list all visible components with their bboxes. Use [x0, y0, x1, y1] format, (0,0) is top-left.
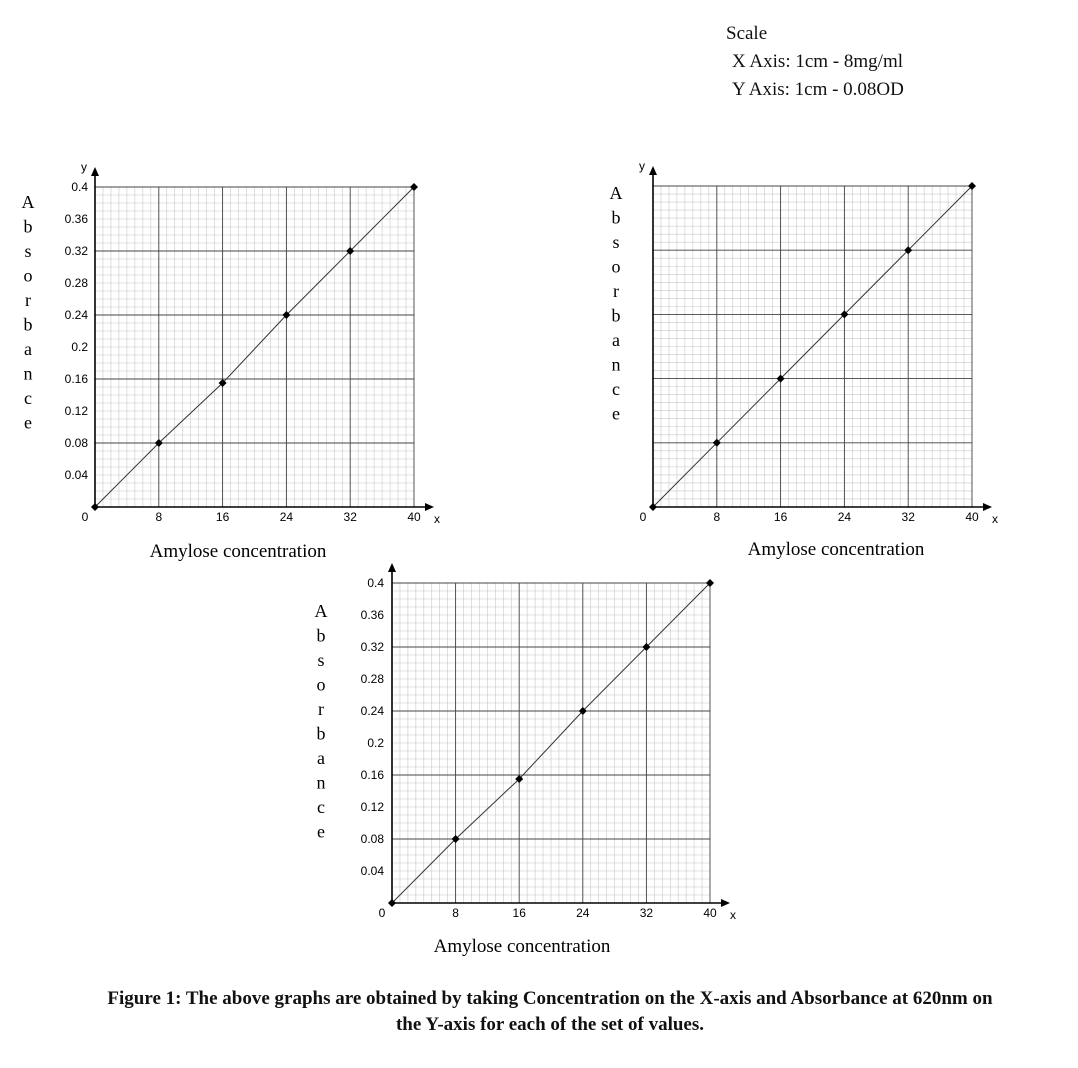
- y-axis-title-letter: r: [25, 290, 31, 310]
- y-axis-title-letter: b: [611, 207, 621, 228]
- y-axis-title-letter: b: [316, 723, 326, 744]
- y-axis-title-letter: a: [612, 330, 620, 350]
- y-axis-title-letter: A: [21, 192, 35, 212]
- x-tick-label: 24: [576, 906, 590, 920]
- x-tick-label: 40: [703, 906, 717, 920]
- caption-line-1: Figure 1: The above graphs are obtained by taking Concentration on the X-axis and Absorbance at 620nm on: [107, 988, 993, 1009]
- x-tick-label: 32: [901, 510, 915, 524]
- y-tick-label: 0.04: [360, 864, 384, 878]
- y-axis-title-letter: e: [24, 412, 32, 433]
- x-tick-label: 24: [837, 510, 852, 524]
- y-axis-title-letter: b: [23, 216, 33, 237]
- y-axis-title-letter: s: [24, 241, 32, 261]
- y-tick-label: 0.16: [360, 768, 384, 782]
- y-axis-title-letter: a: [317, 748, 325, 768]
- origin-label: 0: [378, 906, 386, 920]
- y-tick-label: 0.28: [360, 672, 384, 686]
- y-axis-title-letter: c: [24, 388, 32, 408]
- x-axis-letter: x: [434, 512, 440, 526]
- x-tick-label: 16: [512, 906, 526, 920]
- y-axis-title: [610, 183, 623, 424]
- y-tick-label: 0.4: [71, 180, 88, 194]
- x-tick-label: 24: [279, 510, 294, 524]
- y-axis-title-letter: c: [317, 797, 325, 817]
- y-tick-label: 0.08: [64, 436, 88, 450]
- y-axis-title-letter: n: [611, 354, 621, 375]
- y-tick-label: 0.36: [360, 608, 384, 622]
- x-axis-arrow-icon: [983, 503, 992, 511]
- chart-3: [315, 563, 737, 957]
- x-tick-label: 32: [639, 906, 654, 920]
- y-tick-label: 0.36: [64, 212, 88, 226]
- scale-title: Scale: [726, 23, 768, 44]
- y-tick-label: 0.24: [64, 308, 88, 322]
- y-tick-label: 0.08: [360, 832, 384, 846]
- y-axis-title-letter: s: [317, 650, 325, 670]
- y-axis-title-letter: c: [612, 379, 620, 399]
- scale-x-axis: X Axis: 1cm - 8mg/ml: [732, 51, 903, 72]
- y-tick-label: 0.24: [360, 704, 384, 718]
- chart-1: [22, 160, 441, 562]
- origin-label: 0: [639, 510, 647, 524]
- x-tick-label: 8: [452, 906, 459, 920]
- y-axis-title-letter: A: [314, 601, 328, 621]
- y-axis-title: [315, 601, 328, 842]
- x-axis-title: Amylose concentration: [149, 541, 327, 562]
- y-axis-title-letter: a: [24, 339, 32, 359]
- y-tick-label: 0.4: [367, 576, 384, 590]
- y-tick-label: 0.2: [367, 736, 384, 750]
- y-axis-title-letter: e: [612, 403, 620, 424]
- y-axis-title-letter: r: [613, 281, 619, 301]
- x-tick-label: 40: [965, 510, 979, 524]
- y-axis-arrow-icon: [388, 563, 396, 572]
- x-axis-arrow-icon: [425, 503, 434, 511]
- y-axis-title-letter: b: [316, 625, 326, 646]
- origin-label: 0: [81, 510, 89, 524]
- y-axis-title-letter: o: [23, 265, 33, 286]
- figure-caption: [40, 986, 1060, 1038]
- y-axis-title-letter: A: [609, 183, 623, 203]
- y-axis-arrow-icon: [91, 167, 99, 176]
- x-axis-arrow-icon: [721, 899, 730, 907]
- y-axis-title-letter: n: [316, 772, 326, 793]
- y-axis-title-letter: n: [23, 363, 33, 384]
- x-tick-label: 32: [343, 510, 357, 524]
- y-tick-label: 0.12: [360, 800, 384, 814]
- x-axis-letter: x: [730, 908, 736, 922]
- y-axis-title-letter: b: [23, 314, 33, 335]
- y-axis-letter: y: [639, 159, 645, 173]
- x-axis-letter: x: [992, 512, 998, 526]
- scale-y-axis: Y Axis: 1cm - 0.08OD: [732, 79, 904, 100]
- x-tick-label: 8: [713, 510, 721, 524]
- y-tick-label: 0.32: [64, 244, 88, 258]
- x-tick-label: 16: [215, 510, 230, 524]
- x-tick-label: 40: [407, 510, 421, 524]
- y-tick-label: 0.28: [64, 276, 88, 290]
- chart-2: [610, 159, 999, 560]
- x-tick-label: 8: [155, 510, 163, 524]
- y-axis-arrow-icon: [649, 166, 657, 175]
- y-axis-title-letter: s: [612, 232, 620, 252]
- y-tick-label: 0.12: [64, 404, 88, 418]
- y-axis-title-letter: o: [316, 674, 326, 695]
- y-axis-title-letter: o: [611, 256, 621, 277]
- y-tick-label: 0.32: [360, 640, 384, 654]
- y-axis-title: [22, 192, 35, 433]
- y-tick-label: 0.2: [71, 340, 88, 354]
- y-axis-letter: y: [81, 160, 87, 174]
- x-tick-label: 16: [773, 510, 788, 524]
- y-tick-label: 0.16: [64, 372, 88, 386]
- caption-line-2: the Y-axis for each of the set of values.: [395, 1014, 704, 1035]
- y-tick-label: 0.04: [64, 468, 88, 482]
- y-axis-title-letter: r: [318, 699, 324, 719]
- x-axis-title: Amylose concentration: [747, 539, 925, 560]
- y-axis-title-letter: e: [317, 821, 325, 842]
- y-axis-title-letter: b: [611, 305, 621, 326]
- x-axis-title: Amylose concentration: [433, 936, 611, 957]
